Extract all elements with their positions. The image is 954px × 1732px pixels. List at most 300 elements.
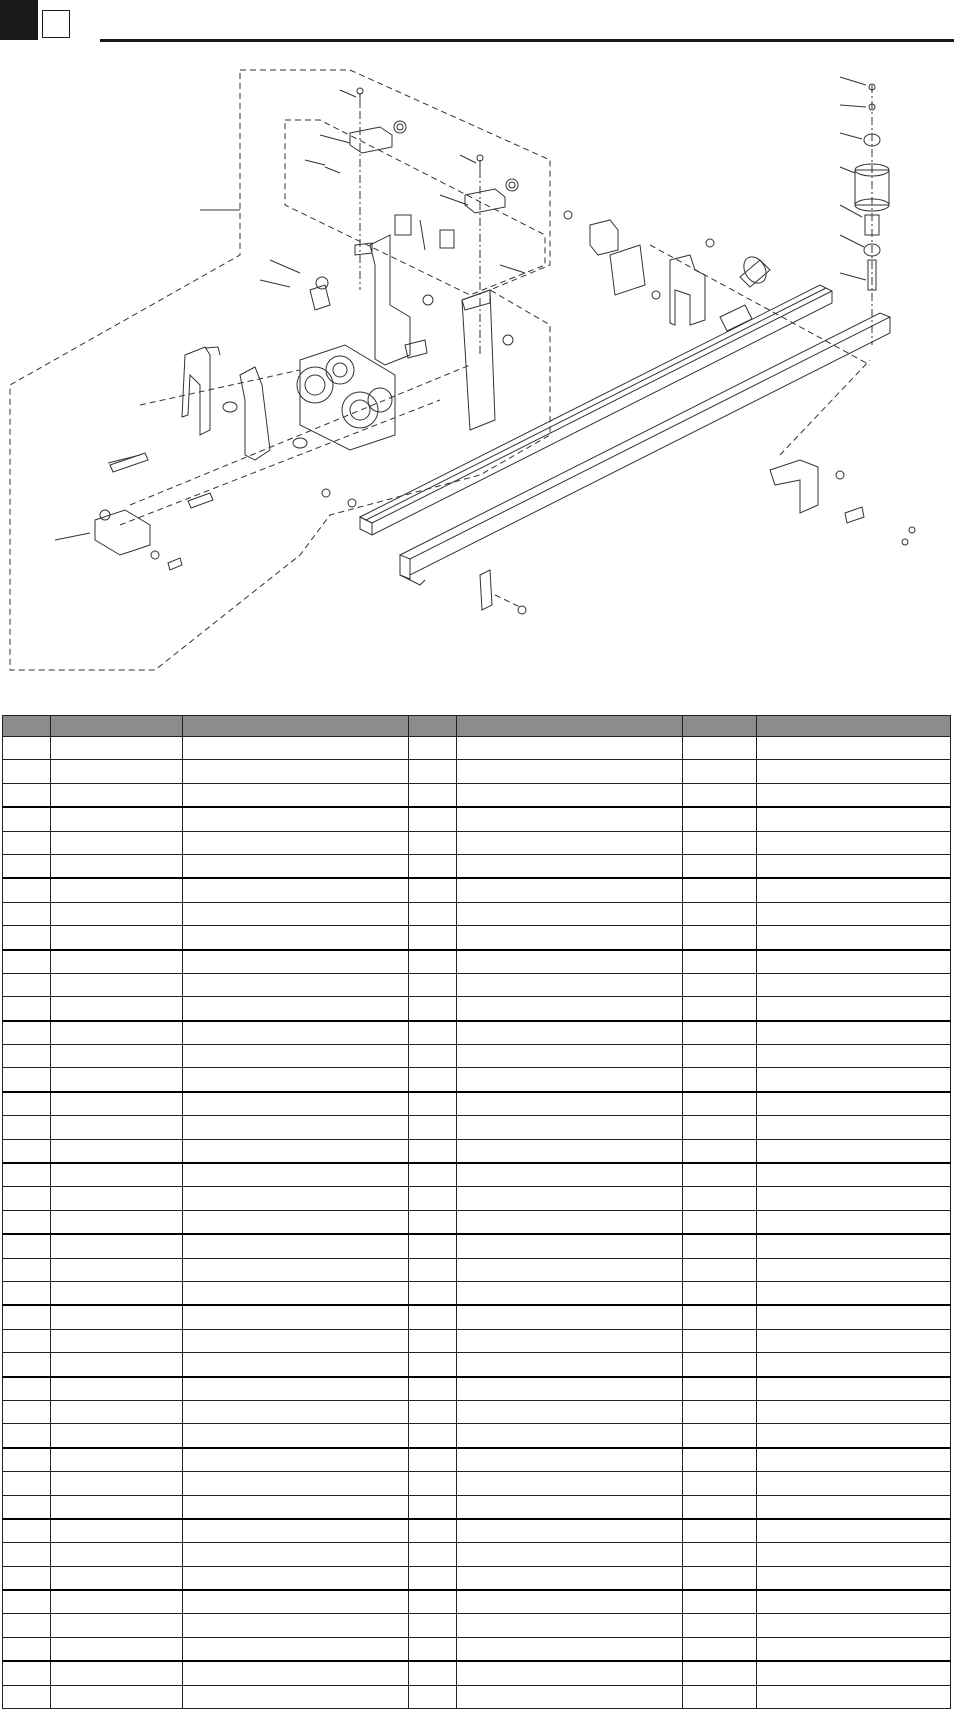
table-cell xyxy=(3,1661,51,1685)
table-cell xyxy=(51,1092,183,1116)
table-cell xyxy=(183,1092,409,1116)
table-cell xyxy=(757,1472,951,1495)
table-cell xyxy=(757,807,951,831)
table-row xyxy=(3,878,951,902)
table-cell xyxy=(457,1163,683,1187)
table-cell xyxy=(757,1590,951,1614)
table-cell xyxy=(757,950,951,974)
table-cell xyxy=(183,1281,409,1305)
table-cell xyxy=(683,950,757,974)
table-cell xyxy=(457,1210,683,1234)
table-cell xyxy=(51,1068,183,1092)
table-cell xyxy=(457,1400,683,1423)
table-cell xyxy=(683,1163,757,1187)
table-cell xyxy=(3,1258,51,1281)
table-cell xyxy=(183,1187,409,1210)
table-cell xyxy=(757,1566,951,1590)
table-cell xyxy=(409,760,457,783)
table-cell xyxy=(51,807,183,831)
table-cell xyxy=(3,1329,51,1352)
table-cell xyxy=(757,1448,951,1472)
table-cell xyxy=(51,1495,183,1519)
table-cell xyxy=(409,878,457,902)
table-cell xyxy=(409,1685,457,1708)
table-row xyxy=(3,1543,951,1566)
table-cell xyxy=(183,1448,409,1472)
table-cell xyxy=(683,1234,757,1258)
table-cell xyxy=(457,1092,683,1116)
table-cell xyxy=(757,1187,951,1210)
table-cell xyxy=(183,997,409,1021)
lever-right xyxy=(240,367,270,460)
table-cell xyxy=(51,1234,183,1258)
table-cell xyxy=(183,1116,409,1139)
table-cell xyxy=(683,1519,757,1543)
table-cell xyxy=(183,1543,409,1566)
table-cell xyxy=(457,1448,683,1472)
table-row xyxy=(3,737,951,760)
table-row xyxy=(3,997,951,1021)
table-cell xyxy=(457,1139,683,1163)
table-cell xyxy=(457,1305,683,1329)
table-row xyxy=(3,1400,951,1423)
table-cell xyxy=(51,1329,183,1352)
table-cell xyxy=(757,1543,951,1566)
table-cell xyxy=(183,1234,409,1258)
table-cell xyxy=(3,1519,51,1543)
table-cell xyxy=(51,1472,183,1495)
table-cell xyxy=(457,1234,683,1258)
table-cell xyxy=(683,760,757,783)
table-cell xyxy=(51,737,183,760)
table-cell xyxy=(683,1210,757,1234)
table-cell xyxy=(409,1210,457,1234)
table-cell xyxy=(51,950,183,974)
table-cell xyxy=(409,807,457,831)
table-row xyxy=(3,783,951,807)
table-cell xyxy=(457,878,683,902)
column-header xyxy=(757,716,951,737)
table-cell xyxy=(3,1234,51,1258)
table-cell xyxy=(757,878,951,902)
table-cell xyxy=(757,1495,951,1519)
table-cell xyxy=(757,854,951,878)
table-row xyxy=(3,1329,951,1352)
table-cell xyxy=(183,1045,409,1068)
table-cell xyxy=(409,1448,457,1472)
table-cell xyxy=(3,1210,51,1234)
table-cell xyxy=(409,1329,457,1352)
table-cell xyxy=(683,1329,757,1352)
table-cell xyxy=(183,1353,409,1377)
table-cell xyxy=(683,1021,757,1045)
screw-icon xyxy=(357,88,363,107)
table-cell xyxy=(409,1163,457,1187)
column-header xyxy=(51,716,183,737)
table-cell xyxy=(683,807,757,831)
bracket-right xyxy=(462,290,495,430)
table-cell xyxy=(409,1068,457,1092)
table-row xyxy=(3,1068,951,1092)
table-cell xyxy=(757,760,951,783)
table-row xyxy=(3,1472,951,1495)
table-cell xyxy=(457,1353,683,1377)
table-row xyxy=(3,1139,951,1163)
table-cell xyxy=(51,760,183,783)
table-row xyxy=(3,902,951,925)
table-row xyxy=(3,1566,951,1590)
table-cell xyxy=(51,1543,183,1566)
table-cell xyxy=(409,1305,457,1329)
table-cell xyxy=(683,1448,757,1472)
table-cell xyxy=(757,1661,951,1685)
table-cell xyxy=(757,1068,951,1092)
table-cell xyxy=(3,1305,51,1329)
table-cell xyxy=(183,1614,409,1637)
inner-boundary xyxy=(285,120,545,295)
table-cell xyxy=(683,854,757,878)
table-cell xyxy=(51,854,183,878)
table-cell xyxy=(683,1092,757,1116)
table-cell xyxy=(183,1661,409,1685)
table-cell xyxy=(183,1566,409,1590)
table-cell xyxy=(757,1305,951,1329)
table-cell xyxy=(757,1637,951,1661)
table-cell xyxy=(409,1021,457,1045)
table-cell xyxy=(683,1139,757,1163)
table-cell xyxy=(457,1045,683,1068)
table-cell xyxy=(3,783,51,807)
table-cell xyxy=(683,902,757,925)
table-cell xyxy=(3,1377,51,1401)
table-cell xyxy=(409,1139,457,1163)
table-cell xyxy=(757,1353,951,1377)
table-cell xyxy=(51,997,183,1021)
table-cell xyxy=(457,1543,683,1566)
section-tab-dark xyxy=(0,0,38,40)
table-row xyxy=(3,1234,951,1258)
table-cell xyxy=(3,1400,51,1423)
table-cell xyxy=(183,831,409,854)
table-cell xyxy=(183,973,409,996)
table-cell xyxy=(409,1353,457,1377)
table-cell xyxy=(51,1163,183,1187)
table-cell xyxy=(457,783,683,807)
table-row xyxy=(3,1045,951,1068)
table-cell xyxy=(183,1424,409,1448)
table-cell xyxy=(51,1566,183,1590)
table-cell xyxy=(183,1021,409,1045)
table-cell xyxy=(51,1424,183,1448)
table-cell xyxy=(51,1377,183,1401)
table-cell xyxy=(683,878,757,902)
table-cell xyxy=(183,926,409,950)
table-row xyxy=(3,1021,951,1045)
table-cell xyxy=(757,1021,951,1045)
header-rule xyxy=(100,39,954,42)
table-row xyxy=(3,926,951,950)
table-cell xyxy=(51,1139,183,1163)
table-cell xyxy=(757,783,951,807)
table-cell xyxy=(409,902,457,925)
table-cell xyxy=(683,1187,757,1210)
table-cell xyxy=(757,1400,951,1423)
linear-rail xyxy=(360,285,832,535)
table-cell xyxy=(683,1495,757,1519)
roller-icon xyxy=(739,253,770,287)
table-cell xyxy=(409,1092,457,1116)
table-cell xyxy=(683,1258,757,1281)
table-cell xyxy=(409,831,457,854)
table-cell xyxy=(183,902,409,925)
table-cell xyxy=(183,1139,409,1163)
table-cell xyxy=(409,1281,457,1305)
bracket-large xyxy=(370,235,410,365)
table-cell xyxy=(183,1210,409,1234)
parts-table xyxy=(2,715,951,1709)
column-header xyxy=(683,716,757,737)
table-cell xyxy=(683,1472,757,1495)
table-cell xyxy=(3,1472,51,1495)
screw-icon xyxy=(477,155,483,175)
table-cell xyxy=(51,1661,183,1685)
table-row xyxy=(3,1187,951,1210)
table-cell xyxy=(683,1661,757,1685)
table-cell xyxy=(51,1210,183,1234)
table-cell xyxy=(757,902,951,925)
table-cell xyxy=(3,1068,51,1092)
table-cell xyxy=(3,1092,51,1116)
table-cell xyxy=(683,997,757,1021)
table-cell xyxy=(183,807,409,831)
table-cell xyxy=(409,854,457,878)
table-cell xyxy=(409,1472,457,1495)
table-cell xyxy=(457,902,683,925)
table-cell xyxy=(757,926,951,950)
table-cell xyxy=(183,1495,409,1519)
table-cell xyxy=(757,1163,951,1187)
table-cell xyxy=(183,1329,409,1352)
table-cell xyxy=(457,950,683,974)
table-cell xyxy=(457,854,683,878)
table-row xyxy=(3,1258,951,1281)
table-cell xyxy=(51,783,183,807)
table-header-row xyxy=(3,716,951,737)
table-cell xyxy=(457,1519,683,1543)
table-cell xyxy=(457,1685,683,1708)
table-cell xyxy=(3,1543,51,1566)
table-cell xyxy=(3,1163,51,1187)
table-cell xyxy=(51,926,183,950)
table-cell xyxy=(409,1045,457,1068)
table-cell xyxy=(757,1210,951,1234)
table-cell xyxy=(457,1661,683,1685)
table-cell xyxy=(757,1614,951,1637)
table-cell xyxy=(409,1519,457,1543)
table-cell xyxy=(757,1685,951,1708)
table-cell xyxy=(757,1329,951,1352)
table-row xyxy=(3,1495,951,1519)
table-cell xyxy=(683,1068,757,1092)
table-cell xyxy=(183,1377,409,1401)
table-row xyxy=(3,1637,951,1661)
table-cell xyxy=(3,1045,51,1068)
table-cell xyxy=(3,1281,51,1305)
table-cell xyxy=(683,1590,757,1614)
table-cell xyxy=(409,1377,457,1401)
table-cell xyxy=(3,1139,51,1163)
table-cell xyxy=(3,1187,51,1210)
table-cell xyxy=(409,1187,457,1210)
table-cell xyxy=(683,1424,757,1448)
table-cell xyxy=(3,997,51,1021)
table-row xyxy=(3,1305,951,1329)
page-header xyxy=(0,0,954,45)
table-cell xyxy=(457,1495,683,1519)
table-cell xyxy=(757,1116,951,1139)
table-cell xyxy=(757,1377,951,1401)
table-cell xyxy=(457,1566,683,1590)
table-cell xyxy=(457,1329,683,1352)
table-cell xyxy=(3,831,51,854)
table-cell xyxy=(457,926,683,950)
table-cell xyxy=(183,1400,409,1423)
table-cell xyxy=(3,902,51,925)
table-cell xyxy=(683,1305,757,1329)
table-cell xyxy=(683,1543,757,1566)
table-cell xyxy=(183,1068,409,1092)
table-cell xyxy=(683,926,757,950)
table-cell xyxy=(409,1234,457,1258)
roller-carriage xyxy=(297,345,395,450)
table-cell xyxy=(457,831,683,854)
table-cell xyxy=(3,737,51,760)
table-row xyxy=(3,1353,951,1377)
table-cell xyxy=(457,973,683,996)
table-cell xyxy=(3,1685,51,1708)
table-cell xyxy=(51,1448,183,1472)
table-row xyxy=(3,1685,951,1708)
table-cell xyxy=(51,1685,183,1708)
table-cell xyxy=(683,831,757,854)
table-cell xyxy=(51,1281,183,1305)
table-row xyxy=(3,807,951,831)
column-header xyxy=(183,716,409,737)
table-cell xyxy=(409,1258,457,1281)
table-cell xyxy=(457,1258,683,1281)
table-cell xyxy=(3,760,51,783)
table-body xyxy=(3,737,951,1709)
table-cell xyxy=(183,1590,409,1614)
table-row xyxy=(3,760,951,783)
table-cell xyxy=(51,831,183,854)
table-cell xyxy=(3,1116,51,1139)
table-row xyxy=(3,1092,951,1116)
table-cell xyxy=(457,1637,683,1661)
table-cell xyxy=(183,1685,409,1708)
table-cell xyxy=(51,1614,183,1637)
table-cell xyxy=(51,1305,183,1329)
table-cell xyxy=(457,1021,683,1045)
table-cell xyxy=(457,737,683,760)
table-cell xyxy=(3,926,51,950)
table-cell xyxy=(683,1281,757,1305)
table-cell xyxy=(683,1377,757,1401)
table-cell xyxy=(757,1045,951,1068)
table-cell xyxy=(183,1163,409,1187)
table-cell xyxy=(3,1590,51,1614)
section-tab-box xyxy=(42,10,70,38)
table-cell xyxy=(683,1637,757,1661)
table-cell xyxy=(51,1519,183,1543)
table-cell xyxy=(757,1281,951,1305)
table-cell xyxy=(757,1519,951,1543)
column-header xyxy=(409,716,457,737)
table-cell xyxy=(457,1590,683,1614)
table-cell xyxy=(409,973,457,996)
table-row xyxy=(3,1424,951,1448)
table-cell xyxy=(457,997,683,1021)
table-cell xyxy=(683,1566,757,1590)
table-cell xyxy=(183,854,409,878)
base-channel xyxy=(400,313,890,585)
table-row xyxy=(3,854,951,878)
table-cell xyxy=(183,760,409,783)
table-cell xyxy=(409,1566,457,1590)
table-cell xyxy=(757,1258,951,1281)
table-row xyxy=(3,973,951,996)
table-cell xyxy=(409,950,457,974)
table-cell xyxy=(51,1045,183,1068)
table-cell xyxy=(457,1377,683,1401)
table-cell xyxy=(457,1424,683,1448)
table-cell xyxy=(51,1637,183,1661)
table-row xyxy=(3,1448,951,1472)
table-cell xyxy=(51,1021,183,1045)
table-cell xyxy=(457,1187,683,1210)
table-cell xyxy=(51,878,183,902)
table-cell xyxy=(757,1234,951,1258)
table-cell xyxy=(51,1116,183,1139)
table-cell xyxy=(409,1543,457,1566)
table-cell xyxy=(183,1637,409,1661)
table-cell xyxy=(757,831,951,854)
table-row xyxy=(3,1377,951,1401)
table-cell xyxy=(683,1045,757,1068)
table-row xyxy=(3,950,951,974)
table-cell xyxy=(3,1353,51,1377)
table-cell xyxy=(409,1590,457,1614)
table-cell xyxy=(51,1590,183,1614)
table-cell xyxy=(409,1637,457,1661)
table-cell xyxy=(183,1258,409,1281)
table-cell xyxy=(51,973,183,996)
table-cell xyxy=(409,1400,457,1423)
table-cell xyxy=(51,1258,183,1281)
table-cell xyxy=(183,737,409,760)
table-cell xyxy=(683,1614,757,1637)
table-cell xyxy=(183,878,409,902)
table-row xyxy=(3,1590,951,1614)
table-cell xyxy=(683,1685,757,1708)
column-header xyxy=(457,716,683,737)
table-cell xyxy=(457,1472,683,1495)
table-cell xyxy=(3,807,51,831)
table-cell xyxy=(3,854,51,878)
table-cell xyxy=(757,1424,951,1448)
table-cell xyxy=(183,1519,409,1543)
table-row xyxy=(3,1614,951,1637)
